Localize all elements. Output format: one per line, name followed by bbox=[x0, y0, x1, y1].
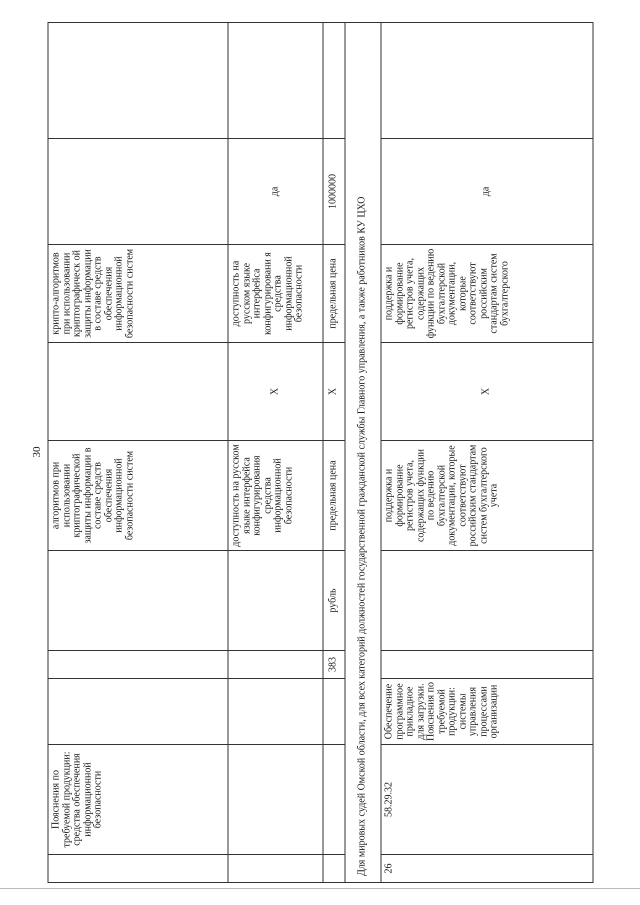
cell-characteristic: крипто-алгоритмов при использовании криптографическ ой защиты информации в составе средств обеспечения информационной безопасности систем bbox=[48, 244, 228, 342]
cell-okei-code: 383 bbox=[323, 650, 345, 678]
cell-empty bbox=[228, 550, 323, 650]
cell-empty bbox=[48, 342, 228, 440]
cell-characteristic: поддержка и формирование регистров учета, содержащих функции по ведению бухгалтерской документации, которые соответствуют российским стандартам систем бухгалтерского bbox=[381, 244, 593, 342]
cell-characteristic: поддержка и формирование регистров учета, содержащих функции по ведению бухгалтерской документации, которые соответствуют российским стандартам систем бухгалтерского учета bbox=[381, 440, 593, 550]
cell-characteristic: алгоритмов при использовании криптографической защиты информации в составе средств обеспечения информационной безопасности систем bbox=[48, 440, 228, 550]
cell-value: 1000000 bbox=[323, 138, 345, 244]
requirements-table bbox=[48, 22, 594, 883]
page-bottom-edge bbox=[0, 888, 640, 889]
cell-empty bbox=[228, 650, 323, 678]
cell-characteristic: предельная цена bbox=[323, 440, 345, 550]
cell-empty bbox=[48, 678, 228, 744]
cell-empty bbox=[323, 744, 345, 854]
table-row bbox=[48, 22, 228, 882]
page-number: 30 bbox=[31, 446, 43, 458]
cell-name: Пояснения по требуемой продукции: средства обеспечения информационной безопасности bbox=[48, 744, 228, 854]
rotated-table-sheet bbox=[48, 23, 593, 883]
cell-row-number: 26 bbox=[381, 854, 593, 882]
cell-empty bbox=[228, 678, 323, 744]
section-row bbox=[345, 22, 381, 882]
cell-characteristic: предельная цена bbox=[323, 244, 345, 342]
cell-empty bbox=[323, 854, 345, 882]
cell-empty bbox=[48, 650, 228, 678]
table-row bbox=[381, 22, 593, 882]
cell-empty bbox=[381, 550, 593, 650]
cell-x-mark: X bbox=[228, 342, 323, 440]
cell-empty bbox=[323, 678, 345, 744]
cell-name: Обеспечение программное прикладное для загрузки. Пояснения по требуемой продукции: системы управления процессами организации bbox=[381, 678, 593, 744]
table-row bbox=[228, 22, 323, 882]
cell-empty bbox=[228, 22, 323, 138]
cell-empty bbox=[48, 22, 228, 138]
cell-value: да bbox=[228, 138, 323, 244]
table-row bbox=[323, 22, 345, 882]
cell-empty bbox=[323, 22, 345, 138]
cell-empty bbox=[228, 854, 323, 882]
cell-empty bbox=[381, 650, 593, 678]
cell-empty bbox=[381, 22, 593, 138]
cell-characteristic: доступность на русском языке интерфейса конфигурировани я средства информационной безопасности bbox=[228, 244, 323, 342]
cell-characteristic: доступность на русском языке интерфейса конфигурирования средства информационной безопасности bbox=[228, 440, 323, 550]
cell-empty bbox=[48, 550, 228, 650]
section-heading: Для мировых судей Омской области, для всех категорий должностей государственной гражданской службы Главного управления, а также работников КУ ЦХО bbox=[345, 22, 381, 882]
cell-empty bbox=[228, 744, 323, 854]
cell-unit: рубль bbox=[323, 550, 345, 650]
cell-empty bbox=[48, 138, 228, 244]
cell-empty bbox=[48, 854, 228, 882]
cell-x-mark: X bbox=[381, 342, 593, 440]
cell-code: 58.29.32 bbox=[381, 744, 593, 854]
cell-value: да bbox=[381, 138, 593, 244]
cell-x-mark: X bbox=[323, 342, 345, 440]
